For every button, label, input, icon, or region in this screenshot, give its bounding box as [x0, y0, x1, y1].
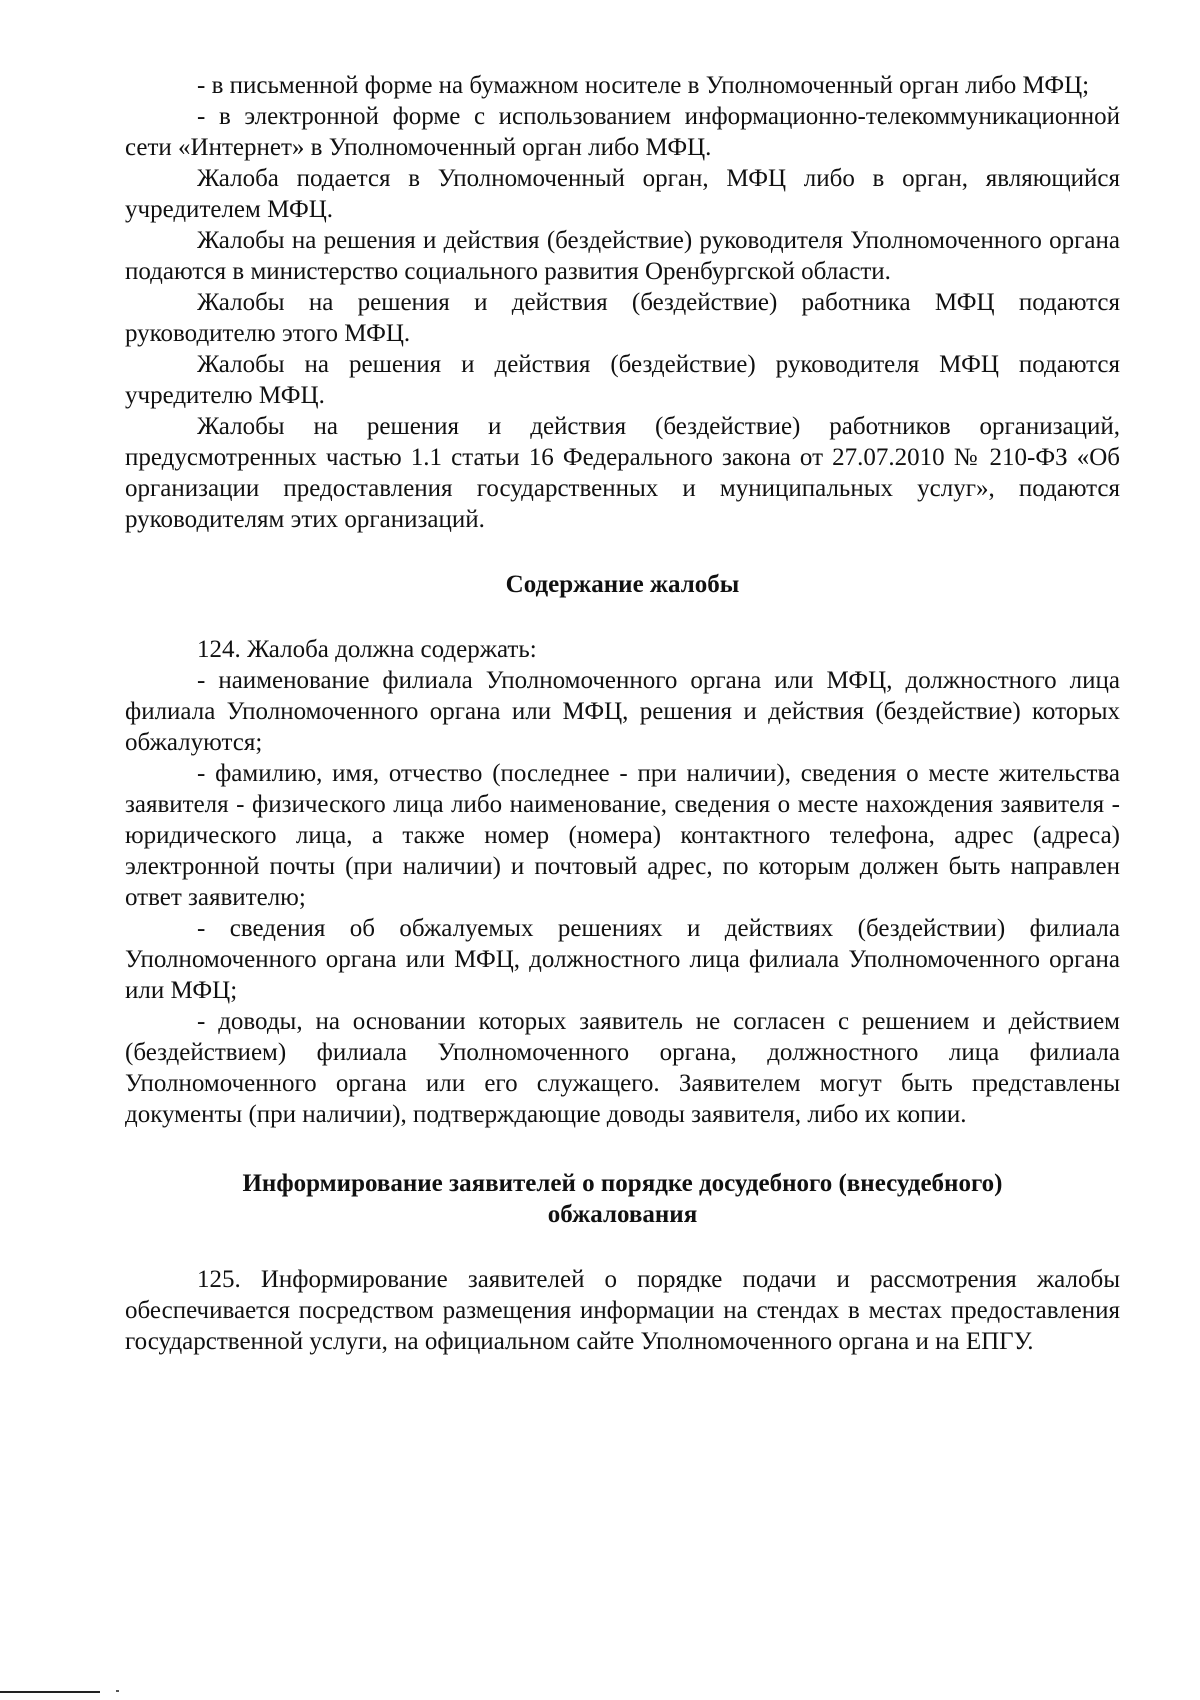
section-heading-informing-line2: обжалования	[547, 1201, 698, 1228]
document-page	[125, 70, 1120, 1357]
section-heading-complaint-content: Содержание жалобы	[505, 571, 740, 598]
section-heading-informing-line1: Информирование заявителей о порядке досудебного (внесудебного)	[242, 1170, 1003, 1197]
paragraph-complaint-head-authority: Жалобы на решения и действия (бездействие) руководителя Уполномоченного органа подаются в министерство социального развития Оренбургской области.	[125, 227, 1120, 285]
section-heading-informing	[125, 1168, 1120, 1230]
paragraph-125: 125. Информирование заявителей о порядке подачи и рассмотрения жалобы обеспечивается посредством размещения информации на стендах в местах предоставления государственной услуги, на официальном сайте Уполномоченного органа и на ЕПГУ.	[125, 1266, 1120, 1355]
paragraph-124-applicant-details: - фамилию, имя, отчество (последнее - при наличии), сведения о месте жительства заявителя - физического лица либо наименование, сведения о месте нахождения заявителя - юридического лица, а также номер (номера) контактного телефона, адрес (адреса) электронной почты (при наличии) и почтовый адрес, по которым должен быть направлен ответ заявителю;	[125, 760, 1120, 911]
paragraph-124-name: - наименование филиала Уполномоченного органа или МФЦ, должностного лица филиала Уполномоченного органа или МФЦ, решения и действия (бездействие) которых обжалуются;	[125, 667, 1120, 756]
scan-edge-dot	[116, 1690, 119, 1692]
paragraph-complaint-mfc-worker: Жалобы на решения и действия (бездействие) работника МФЦ подаются руководителю этого МФЦ.	[125, 289, 1120, 347]
paragraph-complaint-organizations: Жалобы на решения и действия (бездействие) работников организаций, предусмотренных частью 1.1 статьи 16 Федерального закона от 27.07.2010 № 210-ФЗ «Об организации предоставления государственных и муниципальных услуг», подаются руководителям этих организаций.	[125, 413, 1120, 533]
paragraph-complaint-mfc-head: Жалобы на решения и действия (бездействие) руководителя МФЦ подаются учредителю МФЦ.	[125, 351, 1120, 409]
paragraph-electronic-form: - в электронной форме с использованием информационно-телекоммуникационной сети «Интернет» в Уполномоченный орган либо МФЦ.	[125, 103, 1120, 161]
paragraph-complaint-filed: Жалоба подается в Уполномоченный орган, МФЦ либо в орган, являющийся учредителем МФЦ.	[125, 165, 1120, 223]
scan-edge-mark	[0, 1691, 100, 1693]
paragraph-124-intro: 124. Жалоба должна содержать:	[197, 636, 537, 663]
paragraph-written-form: - в письменной форме на бумажном носителе в Уполномоченный орган либо МФЦ;	[197, 72, 1090, 99]
paragraph-124-arguments: - доводы, на основании которых заявитель не согласен с решением и действием (бездействием) филиала Уполномоченного органа, должностного лица филиала Уполномоченного органа или его служащего. Заявителем могут быть представлены документы (при наличии), подтверждающие доводы заявителя, либо их копии.	[125, 1008, 1120, 1128]
paragraph-124-decisions: - сведения об обжалуемых решениях и действиях (бездействии) филиала Уполномоченного органа или МФЦ, должностного лица филиала Уполномоченного органа или МФЦ;	[125, 915, 1120, 1004]
